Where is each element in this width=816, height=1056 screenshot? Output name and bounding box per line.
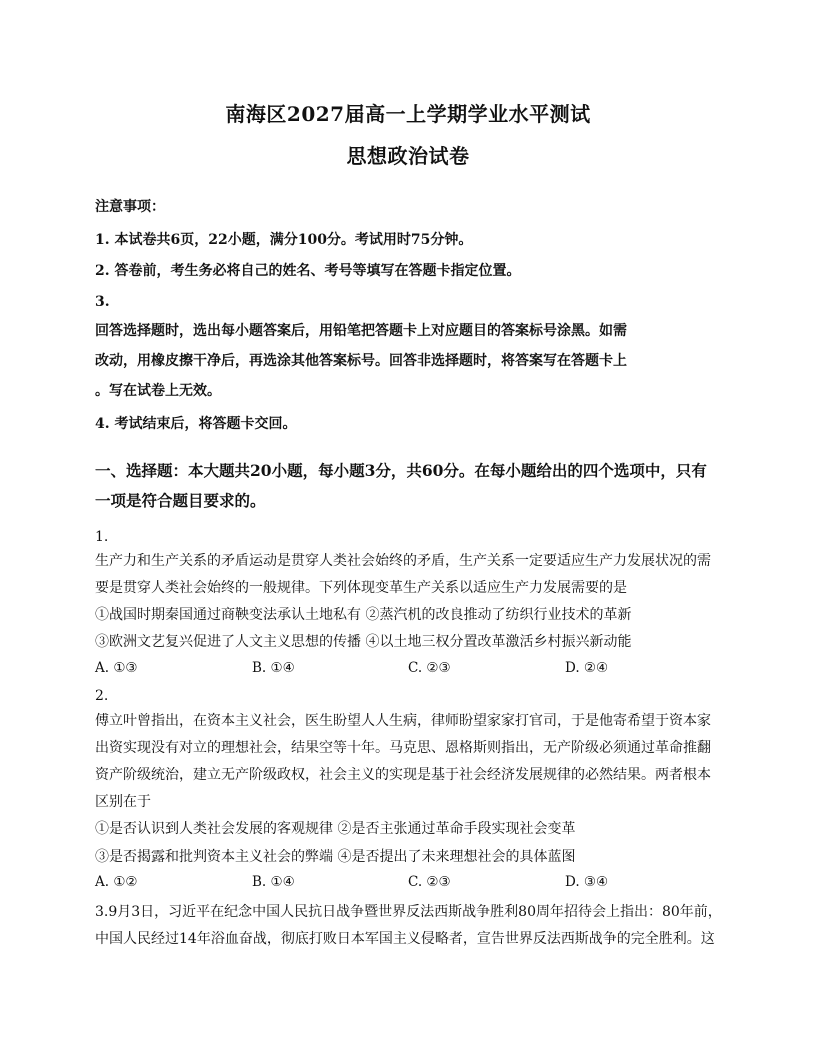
- notice-item-3-line-1: 回答选择题时，选出每小题答案后，用铅笔把答题卡上对应题目的答案标号涂黑。如需: [95, 323, 627, 339]
- question-2-stem-line-1: 傅立叶曾指出，在资本主义社会，医生盼望人人生病，律师盼望家家打官司，于是他寄希望于资本家: [95, 713, 711, 729]
- exam-title: 南海区2027届高一上学期学业水平测试: [225, 102, 591, 126]
- question-2-items-line-2: ③是否揭露和批判资本主义社会的弊端 ④是否提出了未来理想社会的具体蓝图: [95, 849, 576, 865]
- question-3-line-1: 3.9月3日，习近平在纪念中国人民抗日战争暨世界反法西斯战争胜利80周年招待会上指出：80年前，: [95, 904, 722, 920]
- question-1-option-b: B. ①④: [252, 660, 295, 676]
- notice-item-3-line-2: 改动，用橡皮擦干净后，再选涂其他答案标号。回答非选择题时，将答案写在答题卡上: [95, 353, 627, 369]
- question-2-option-a: A. ①②: [95, 874, 138, 890]
- notice-heading: 注意事项：: [95, 199, 165, 215]
- question-1-stem-line-2: 要是贯穿人类社会始终的一般规律。下列体现变革生产关系以适应生产力发展需要的是: [95, 580, 627, 596]
- notice-item-3-line-3: 。写在试卷上无效。: [95, 383, 221, 399]
- notice-item-2: 2. 答卷前，考生务必将自己的姓名、考号等填写在答题卡指定位置。: [95, 263, 521, 279]
- notice-item-3-number: 3.: [95, 294, 110, 310]
- question-1-option-d: D. ②④: [565, 660, 609, 676]
- question-1-items-line-1: ①战国时期秦国通过商鞅变法承认土地私有 ②蒸汽机的改良推动了纺织行业技术的革新: [95, 607, 632, 623]
- question-2-stem-line-2: 出资实现没有对立的理想社会，结果空等十年。马克思、恩格斯则指出，无产阶级必须通过革命推翻: [95, 740, 711, 756]
- question-2-option-c: C. ②③: [408, 874, 451, 890]
- question-2-option-d: D. ③④: [565, 874, 609, 890]
- question-1-option-c: C. ②③: [408, 660, 451, 676]
- section-1-heading-line-1: 一、选择题：本大题共20小题，每小题3分，共60分。在每小题给出的四个选项中，只有: [95, 461, 707, 480]
- question-2-stem-line-4: 区别在于: [95, 794, 151, 810]
- question-2-number: 2.: [95, 688, 109, 704]
- question-1-option-a: A. ①③: [95, 660, 138, 676]
- question-1-stem-line-1: 生产力和生产关系的矛盾运动是贯穿人类社会始终的矛盾，生产关系一定要适应生产力发展状况的需: [95, 553, 711, 569]
- question-1-number: 1.: [95, 529, 109, 545]
- question-2-items-line-1: ①是否认识到人类社会发展的客观规律 ②是否主张通过革命手段实现社会变革: [95, 821, 576, 837]
- notice-item-1: 1. 本试卷共6页，22小题，满分100分。考试用时75分钟。: [95, 232, 473, 248]
- notice-item-4: 4. 考试结束后，将答题卡交回。: [95, 416, 297, 432]
- question-2-option-b: B. ①④: [252, 874, 295, 890]
- question-1-items-line-2: ③欧洲文艺复兴促进了人文主义思想的传播 ④以土地三权分置改革激活乡村振兴新动能: [95, 634, 632, 650]
- exam-subject-title: 思想政治试卷: [346, 144, 470, 168]
- question-3-line-2: 中国人民经过14年浴血奋战，彻底打败日本军国主义侵略者，宣告世界反法西斯战争的完全胜利。这: [95, 931, 715, 947]
- question-2-stem-line-3: 资产阶级统治，建立无产阶级政权，社会主义的实现是基于社会经济发展规律的必然结果。两者根本: [95, 767, 711, 783]
- section-1-heading-line-2: 一项是符合题目要求的。: [95, 491, 266, 510]
